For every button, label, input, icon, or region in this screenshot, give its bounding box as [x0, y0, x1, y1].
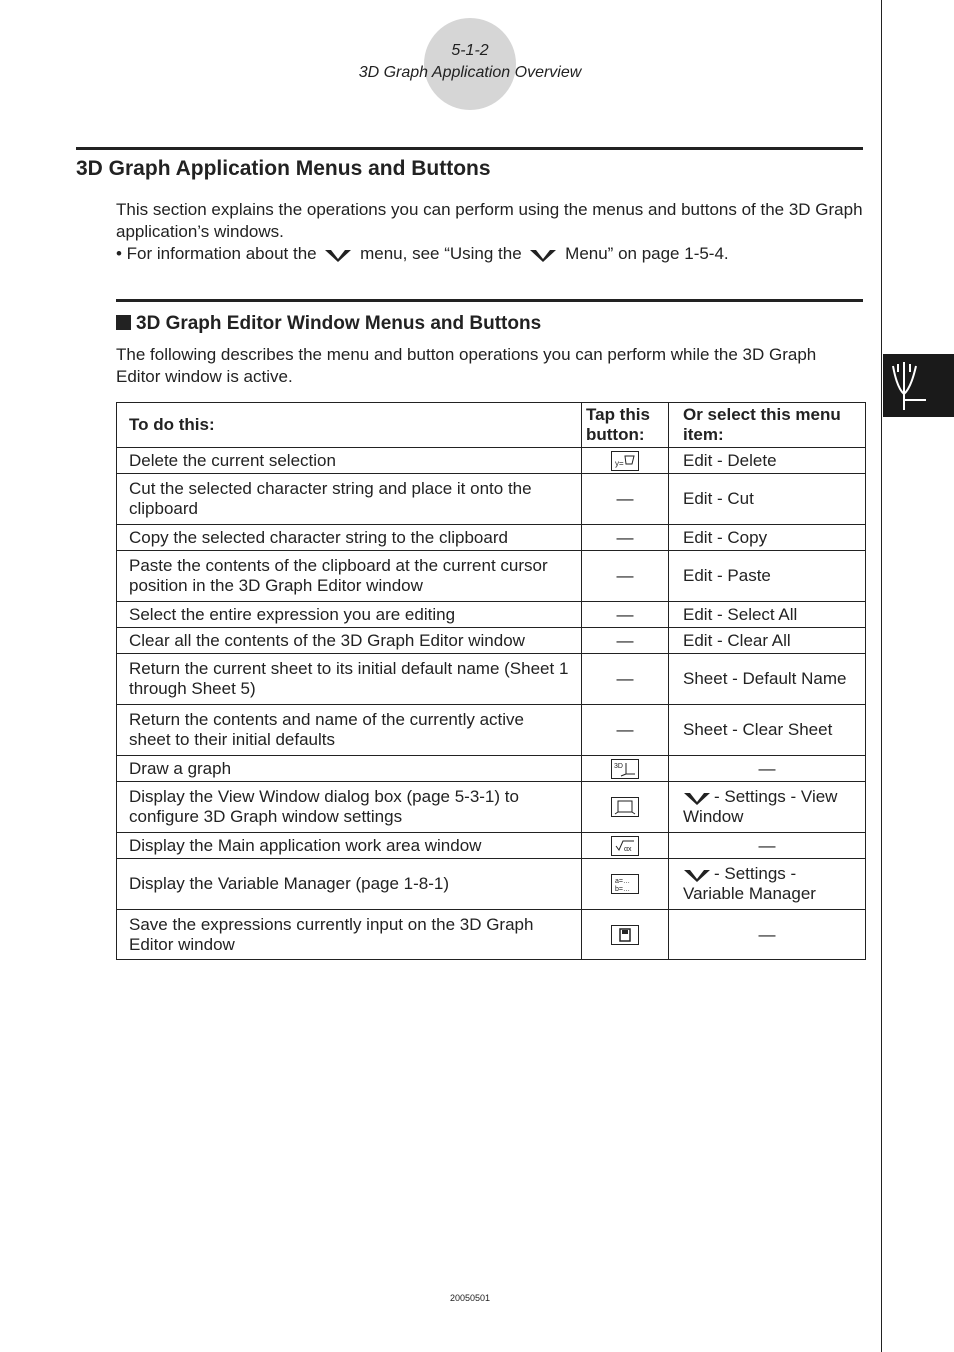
svg-text:b=…: b=… [615, 886, 630, 894]
button-cell: — [582, 654, 669, 705]
menu-cell: — [669, 833, 866, 859]
button-cell [582, 782, 669, 833]
button-cell: — [582, 602, 669, 628]
command-table [116, 402, 866, 960]
save-button-icon[interactable] [611, 925, 639, 945]
button-cell: — [582, 474, 669, 525]
action-cell: Display the Variable Manager (page 1-8-1) [117, 859, 582, 910]
subsection-intro: The following describes the menu and button operations you can perform while the 3D Graph Editor window is active. [116, 345, 817, 386]
menu-cell: Edit - Cut [669, 474, 866, 525]
bullet-text-start: • For information about the [116, 244, 317, 263]
intro-paragraph: This section explains the operations you can perform using the menus and buttons of the 3D Graph application’s windows. [116, 200, 863, 241]
column-header: Or select this menu item: [669, 403, 866, 448]
menu-text: - Settings - View Window [683, 787, 838, 826]
subsection-title: 3D Graph Editor Window Menus and Buttons [136, 313, 542, 334]
action-cell: Select the entire expression you are editing [117, 602, 582, 628]
button-cell [582, 910, 669, 960]
table-header-row [117, 403, 866, 448]
action-cell: Display the View Window dialog box (page 5-3-1) to configure 3D Graph window settings [117, 782, 582, 833]
table-row [117, 525, 866, 551]
action-cell: Copy the selected character string to the clipboard [117, 525, 582, 551]
button-cell: — [582, 628, 669, 654]
action-cell: Cut the selected character string and place it onto the clipboard [117, 474, 582, 525]
menu-icon [683, 790, 711, 806]
action-cell: Draw a graph [117, 756, 582, 782]
menu-cell: Sheet - Default Name [669, 654, 866, 705]
bullet-text-end: Menu” on page 1-5-4. [565, 244, 729, 263]
square-bullet-icon [116, 315, 131, 330]
table-row [117, 833, 866, 859]
button-cell [582, 859, 669, 910]
right-margin-rule [881, 0, 882, 1352]
button-cell: — [582, 551, 669, 602]
table-row [117, 551, 866, 602]
table-row [117, 628, 866, 654]
draw-3d-graph-button-icon[interactable] [611, 759, 639, 779]
button-cell: — [582, 705, 669, 756]
menu-icon [683, 867, 711, 883]
action-cell: Clear all the contents of the 3D Graph Editor window [117, 628, 582, 654]
page-number: 5-1-2 [451, 42, 489, 59]
column-header: Tap this button: [582, 403, 669, 448]
subsection-rule [116, 299, 863, 302]
menu-cell: — [669, 756, 866, 782]
menu-cell [669, 859, 866, 910]
table-row [117, 782, 866, 833]
table-row [117, 756, 866, 782]
column-header: To do this: [117, 403, 582, 448]
menu-cell: Edit - Paste [669, 551, 866, 602]
main-app-button-icon[interactable] [611, 836, 639, 856]
table-row [117, 705, 866, 756]
3d-graph-chapter-icon [883, 354, 954, 417]
menu-icon [529, 247, 557, 263]
svg-text:3D: 3D [614, 762, 623, 770]
svg-text:αx: αx [624, 845, 632, 853]
action-cell: Paste the contents of the clipboard at the current cursor position in the 3D Graph Editor window [117, 551, 582, 602]
bullet-paragraph [116, 243, 866, 265]
delete-button-icon[interactable] [611, 451, 639, 471]
bullet-text-middle: menu, see “Using the [360, 244, 522, 263]
action-cell: Delete the current selection [117, 448, 582, 474]
menu-cell [669, 782, 866, 833]
menu-cell: Edit - Select All [669, 602, 866, 628]
table-row [117, 859, 866, 910]
menu-cell: Sheet - Clear Sheet [669, 705, 866, 756]
section-title: 3D Graph Application Overview [358, 64, 582, 81]
button-cell [582, 756, 669, 782]
chapter-tab [883, 354, 954, 417]
menu-text: - Settings - Variable Manager [683, 864, 816, 903]
button-cell [582, 833, 669, 859]
action-cell: Save the expressions currently input on the 3D Graph Editor window [117, 910, 582, 960]
table-row [117, 910, 866, 960]
page-heading: 3D Graph Application Menus and Buttons [76, 157, 491, 180]
variable-manager-button-icon[interactable] [611, 874, 639, 894]
action-cell: Display the Main application work area window [117, 833, 582, 859]
menu-icon [324, 247, 352, 263]
svg-text:y=: y= [615, 458, 624, 468]
menu-cell: Edit - Copy [669, 525, 866, 551]
footer-code: 20050501 [449, 1293, 491, 1303]
svg-text:a=…: a=… [615, 878, 630, 886]
menu-cell: Edit - Clear All [669, 628, 866, 654]
menu-cell: — [669, 910, 866, 960]
button-cell [582, 448, 669, 474]
table-row [117, 448, 866, 474]
menu-cell: Edit - Delete [669, 448, 866, 474]
view-window-button-icon[interactable] [611, 797, 639, 817]
table-row [117, 602, 866, 628]
title-rule [76, 147, 863, 150]
action-cell: Return the current sheet to its initial default name (Sheet 1 through Sheet 5) [117, 654, 582, 705]
subsection-heading [116, 313, 541, 335]
table-row [117, 654, 866, 705]
button-cell: — [582, 525, 669, 551]
table-row [117, 474, 866, 525]
action-cell: Return the contents and name of the currently active sheet to their initial defaults [117, 705, 582, 756]
